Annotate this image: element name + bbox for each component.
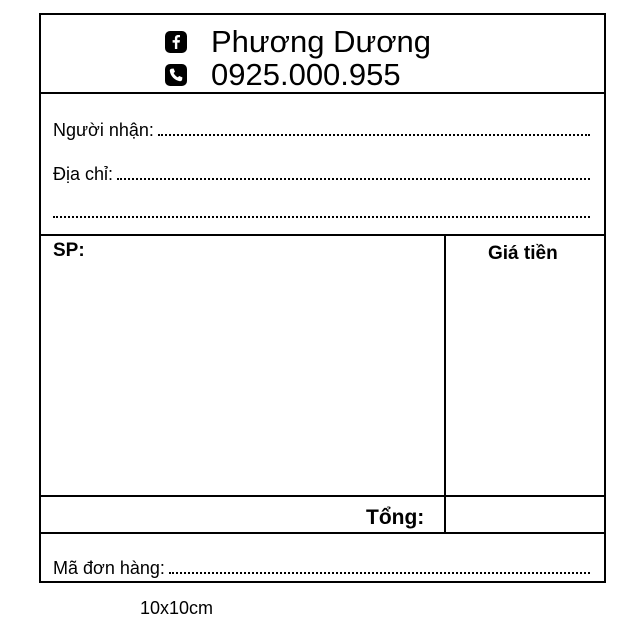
divider-header (41, 92, 604, 94)
sender-phone-row (165, 59, 401, 90)
product-label: SP: (53, 240, 85, 261)
address-row (53, 165, 590, 183)
address-label: Địa chỉ: (53, 164, 114, 184)
divider-order-code (41, 532, 604, 534)
recipient-name-label: Người nhận: (53, 120, 154, 140)
address-blank (117, 178, 590, 180)
divider-total (41, 495, 604, 497)
price-label: Giá tiền (488, 243, 558, 264)
facebook-icon (165, 31, 187, 53)
address-continuation-row (53, 203, 590, 221)
sender-name-row (165, 26, 431, 57)
recipient-name-row (53, 121, 590, 139)
sender-phone: 0925.000.955 (211, 57, 401, 92)
order-code-label: Mã đơn hàng: (53, 558, 165, 578)
price-column-divider (444, 234, 446, 534)
total-label: Tổng: (366, 506, 425, 529)
address-continuation-blank (53, 216, 590, 218)
size-caption: 10x10cm (140, 598, 214, 618)
phone-icon (165, 64, 187, 86)
sender-header (41, 15, 604, 93)
shipping-label-form (39, 13, 606, 583)
divider-recipient (41, 234, 604, 236)
order-code-blank (169, 572, 590, 574)
sender-name: Phương Dương (211, 24, 432, 59)
order-code-row (53, 559, 590, 577)
recipient-name-blank (158, 134, 590, 136)
